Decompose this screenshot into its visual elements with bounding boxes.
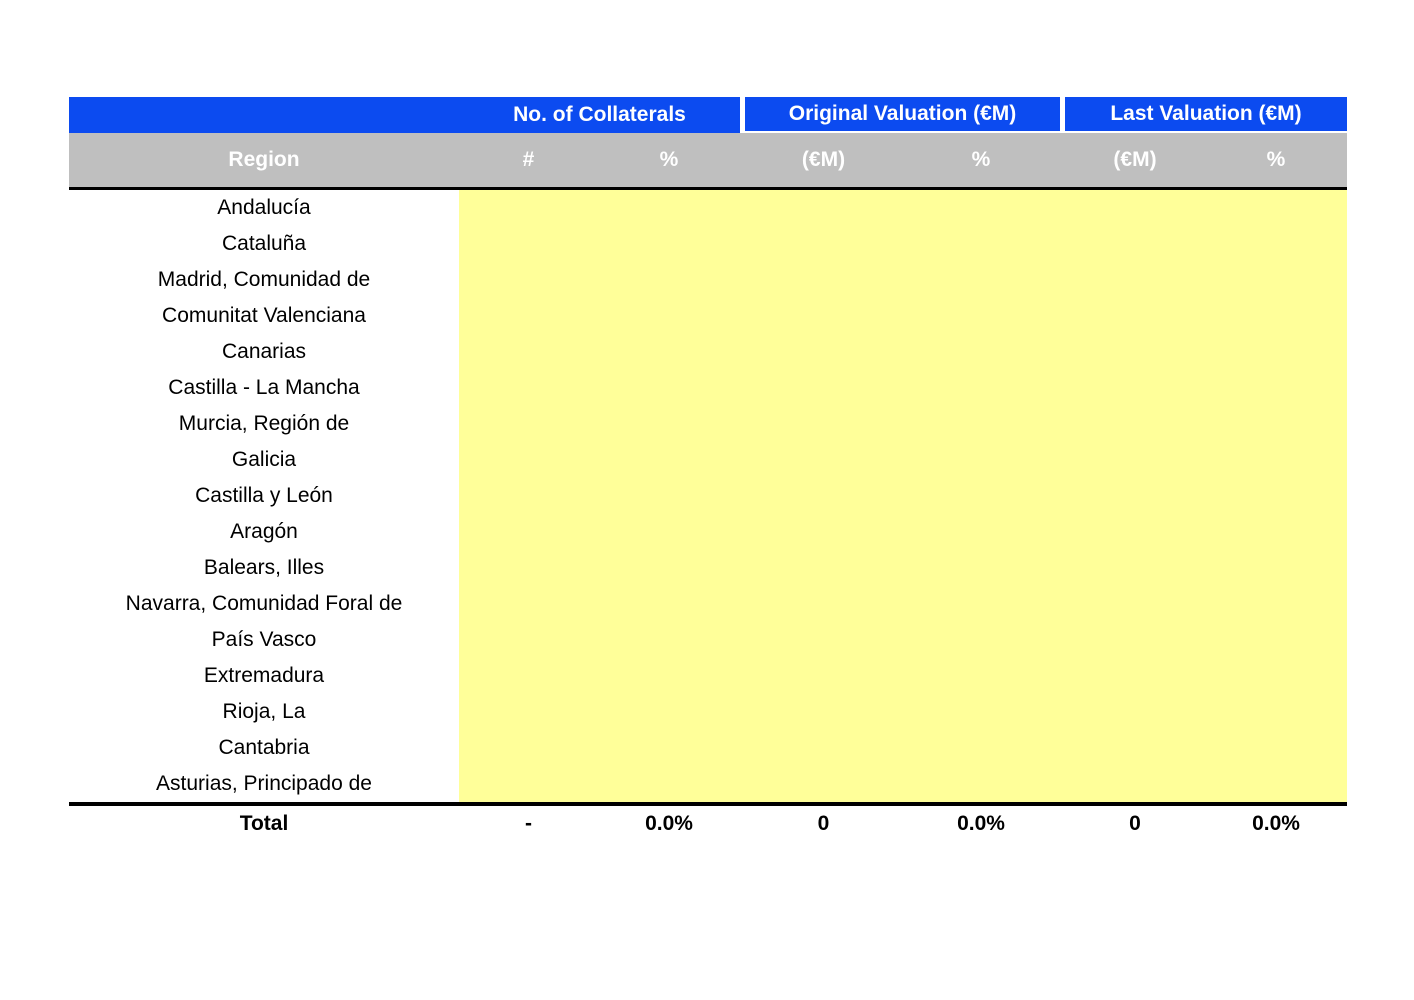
empty-data-cells[interactable] xyxy=(459,658,1347,694)
region-name: Andalucía xyxy=(69,190,459,226)
table-row xyxy=(69,334,1347,370)
total-last-amount: 0 xyxy=(1129,812,1141,835)
table-body xyxy=(69,190,1347,802)
region-name: Aragón xyxy=(69,514,459,550)
region-name: Balears, Illes xyxy=(69,550,459,586)
table-row xyxy=(69,442,1347,478)
table-row xyxy=(69,478,1347,514)
table-row xyxy=(69,298,1347,334)
header-original-valuation xyxy=(745,97,1060,133)
empty-data-cells[interactable] xyxy=(459,406,1347,442)
table-row xyxy=(69,550,1347,586)
subheader-original-pct: % xyxy=(971,148,991,171)
region-collateral-table xyxy=(69,97,1347,842)
table-row xyxy=(69,730,1347,766)
empty-data-cells[interactable] xyxy=(459,370,1347,406)
subheader-count-pct: % xyxy=(659,148,679,171)
table-row xyxy=(69,370,1347,406)
table-row xyxy=(69,694,1347,730)
empty-data-cells[interactable] xyxy=(459,442,1347,478)
subheader-count: # xyxy=(522,148,535,171)
region-name: Madrid, Comunidad de xyxy=(69,262,459,298)
empty-data-cells[interactable] xyxy=(459,190,1347,226)
empty-data-cells[interactable] xyxy=(459,262,1347,298)
subheader-region: Region xyxy=(228,148,300,171)
subheader-last-pct: % xyxy=(1266,148,1286,171)
region-name: Canarias xyxy=(69,334,459,370)
table-header-row xyxy=(69,97,1347,133)
header-no-of-collaterals-label: No. of Collaterals xyxy=(513,103,686,126)
table-row xyxy=(69,190,1347,226)
region-name: Galicia xyxy=(69,442,459,478)
header-last-valuation xyxy=(1065,97,1347,133)
empty-data-cells[interactable] xyxy=(459,550,1347,586)
total-label: Total xyxy=(239,812,289,835)
total-original-pct: 0.0% xyxy=(957,812,1005,835)
region-name: Extremadura xyxy=(69,658,459,694)
table-row xyxy=(69,406,1347,442)
table-subheader-row xyxy=(69,133,1347,190)
empty-data-cells[interactable] xyxy=(459,514,1347,550)
empty-data-cells[interactable] xyxy=(459,298,1347,334)
header-last-valuation-label: Last Valuation (€M) xyxy=(1110,102,1302,125)
region-name: Castilla - La Mancha xyxy=(69,370,459,406)
region-name: Comunitat Valenciana xyxy=(69,298,459,334)
total-count-pct: 0.0% xyxy=(645,812,693,835)
total-original-amount: 0 xyxy=(817,812,830,835)
table-row xyxy=(69,514,1347,550)
region-name: Cantabria xyxy=(69,730,459,766)
region-name: Castilla y León xyxy=(69,478,459,514)
region-name: Navarra, Comunidad Foral de xyxy=(69,586,459,622)
total-row xyxy=(69,802,1347,842)
total-last-pct: 0.0% xyxy=(1252,812,1300,835)
subheader-last-amount: (€M) xyxy=(1113,148,1157,171)
region-name: Cataluña xyxy=(69,226,459,262)
empty-data-cells[interactable] xyxy=(459,334,1347,370)
empty-data-cells[interactable] xyxy=(459,586,1347,622)
empty-data-cells[interactable] xyxy=(459,694,1347,730)
table-row xyxy=(69,622,1347,658)
table-row xyxy=(69,262,1347,298)
region-name: País Vasco xyxy=(69,622,459,658)
table-row xyxy=(69,586,1347,622)
empty-data-cells[interactable] xyxy=(459,478,1347,514)
region-name: Asturias, Principado de xyxy=(69,766,459,802)
empty-data-cells[interactable] xyxy=(459,730,1347,766)
table-row xyxy=(69,226,1347,262)
header-no-of-collaterals xyxy=(69,97,740,133)
subheader-original-amount: (€M) xyxy=(801,148,846,171)
table-row xyxy=(69,658,1347,694)
empty-data-cells[interactable] xyxy=(459,226,1347,262)
region-name: Murcia, Región de xyxy=(69,406,459,442)
header-original-valuation-label: Original Valuation (€M) xyxy=(788,102,1017,125)
table-row xyxy=(69,766,1347,802)
empty-data-cells[interactable] xyxy=(459,766,1347,802)
region-name: Rioja, La xyxy=(69,694,459,730)
empty-data-cells[interactable] xyxy=(459,622,1347,658)
total-count: - xyxy=(525,812,532,835)
